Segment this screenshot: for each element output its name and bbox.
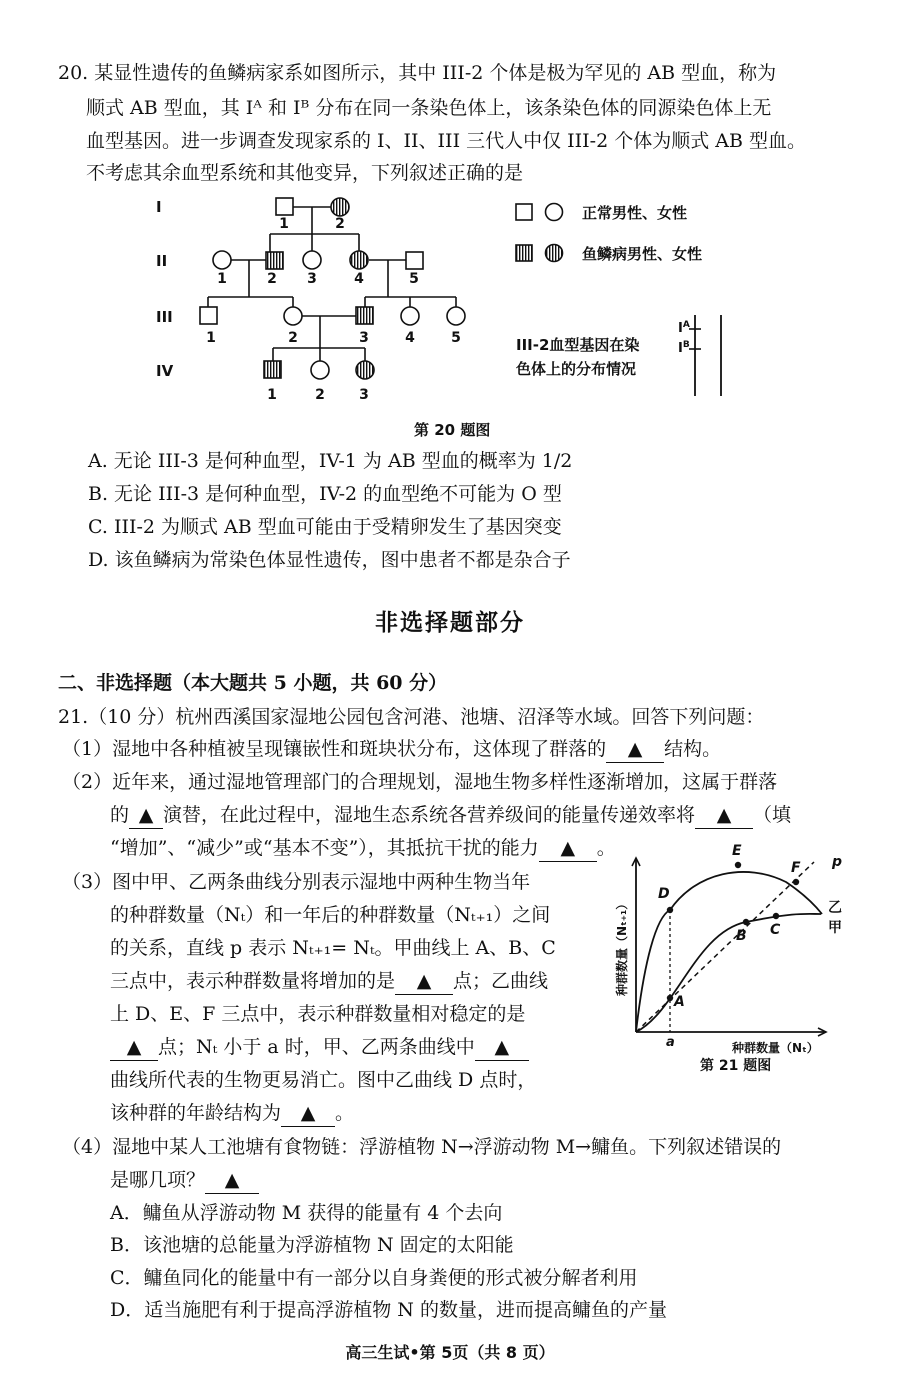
q21-part3-line-3: 的关系，直线 p 表示 Nₜ₊₁= Nₜ。甲曲线上 A、B、C [110, 937, 556, 959]
page-footer: 高三生试•第 5页（共 8 页） [345, 1343, 555, 1362]
gen-label-II: II [156, 252, 168, 270]
point-A [667, 995, 673, 1001]
pedigree-III-1 [200, 307, 217, 324]
figure-21-caption: 第 21 题图 [700, 1058, 772, 1074]
chromosome-caption-line-1: III-2血型基因在染 [516, 336, 640, 354]
series-label-yi: 乙 [828, 900, 842, 916]
q21-part4-option-c[interactable]: C．鳙鱼同化的能量中有一部分以自身粪便的形式被分解者利用 [110, 1267, 638, 1289]
answer-blank[interactable]: ▲ [606, 736, 664, 763]
pedigree-number: 4 [354, 271, 364, 287]
allele-IA-label: $I^A$ [678, 320, 690, 336]
legend-affected-male-icon [516, 245, 532, 261]
section-title: 非选择题部分 [375, 610, 525, 636]
pedigree-III-3 [356, 307, 373, 324]
answer-blank[interactable]: ▲ [281, 1100, 335, 1127]
q21-part2-line-1: （2）近年来，通过湿地管理部门的合理规划，湿地生物多样性逐渐增加，这属于群落 [62, 771, 778, 793]
chromosome-caption-line-2: 色体上的分布情况 [516, 360, 637, 378]
allele-IB-label: $I^B$ [678, 340, 690, 356]
pedigree-I-2 [331, 198, 349, 216]
answer-blank[interactable]: ▲ [395, 968, 453, 995]
answer-blank[interactable]: ▲ [110, 1034, 158, 1061]
q21-part2-line-2: 的 ▲ 演替，在此过程中，湿地生态系统各营养级间的能量传递效率将 ▲ （填 [110, 802, 791, 829]
q21-part3-line-5: 上 D、E、F 三点中，表示种群数量相对稳定的是 [110, 1003, 526, 1025]
point-label-F: F [791, 860, 801, 876]
legend-affected-female-icon [546, 245, 563, 262]
q20-option-c[interactable]: C. III-2 为顺式 AB 型血可能由于受精卵发生了基因突变 [88, 516, 562, 538]
point-B [743, 919, 749, 925]
q21-part3-line-7: 曲线所代表的生物更易消亡。图中乙曲线 D 点时， [110, 1069, 537, 1091]
pedigree-number: 4 [405, 330, 415, 346]
q21-part4-option-b[interactable]: B．该池塘的总能量为浮游植物 N 固定的太阳能 [110, 1234, 514, 1256]
pedigree-number: 2 [288, 330, 298, 346]
pedigree-II-3 [303, 251, 321, 269]
legend-normal-male-icon [516, 204, 532, 220]
point-F [793, 879, 799, 885]
point-label-C: C [770, 922, 781, 938]
answer-blank[interactable]: ▲ [695, 802, 753, 829]
pedigree-number: 1 [267, 387, 277, 403]
gen-label-III: III [156, 308, 173, 326]
q21-part3-line-8: 该种群的年龄结构为 ▲ 。 [110, 1100, 354, 1127]
pedigree-II-2 [266, 252, 283, 269]
pedigree-I-1 [276, 198, 293, 215]
pedigree-III-5 [447, 307, 465, 325]
point-label-E: E [732, 843, 742, 859]
q21-part4-option-a[interactable]: A．鳙鱼从浮游动物 M 获得的能量有 4 个去向 [110, 1202, 503, 1224]
pedigree-number: 1 [279, 216, 289, 232]
point-label-A: A [674, 994, 685, 1010]
answer-blank[interactable]: ▲ [205, 1167, 259, 1194]
pedigree-II-5 [406, 252, 423, 269]
answer-blank[interactable]: ▲ [129, 802, 163, 829]
x-tick-a: a [666, 1035, 675, 1050]
series-jia-curve [636, 914, 821, 1032]
figure-20-caption: 第 20 题图 [414, 421, 491, 439]
pedigree-number: 2 [315, 387, 325, 403]
q21-part3-line-6: ▲ 点；Nₜ 小于 a 时，甲、乙两条曲线中 ▲ [110, 1034, 529, 1061]
q21-part4-option-d[interactable]: D．适当施肥有利于提高浮游植物 N 的数量，进而提高鳙鱼的产量 [110, 1299, 667, 1321]
point-D [667, 907, 673, 913]
pedigree-number: 1 [206, 330, 216, 346]
gen-label-IV: IV [156, 362, 174, 380]
pedigree-number: 5 [451, 330, 461, 346]
q21-part3-line-4: 三点中，表示种群数量将增加的是 ▲ 点；乙曲线 [110, 968, 548, 995]
q21-part3-line-2: 的种群数量（Nₜ）和一年后的种群数量（Nₜ₊₁）之间 [110, 904, 551, 926]
q20-option-d[interactable]: D. 该鱼鳞病为常染色体显性遗传，图中患者不都是杂合子 [88, 549, 571, 571]
pedigree-III-2 [284, 307, 302, 325]
part2-header: 二、非选择题（本大题共 5 小题，共 60 分） [58, 672, 448, 694]
answer-blank[interactable]: ▲ [539, 835, 597, 862]
pedigree-number: 3 [307, 271, 317, 287]
pedigree-IV-1 [264, 361, 281, 378]
point-label-B: B [736, 928, 747, 944]
answer-blank[interactable]: ▲ [475, 1034, 529, 1061]
q21-part3-line-1: （3）图中甲、乙两条曲线分别表示湿地中两种生物当年 [62, 871, 531, 893]
q21-intro: 21.（10 分）杭州西溪国家湿地公园包含河港、池塘、沼泽等水域。回答下列问题： [58, 706, 765, 728]
pedigree-number: 1 [217, 271, 227, 287]
q21-part4-line-1: （4）湿地中某人工池塘有食物链：浮游植物 N→浮游动物 M→鳙鱼。下列叙述错误的 [62, 1136, 782, 1158]
point-E [735, 862, 741, 868]
pedigree-IV-3 [356, 361, 374, 379]
figure-21-chart [604, 843, 843, 1088]
pedigree-II-1 [213, 251, 231, 269]
q20-option-b[interactable]: B. 无论 III-3 是何种血型，IV-2 的血型绝不可能为 O 型 [88, 483, 562, 505]
pedigree-number: 5 [409, 271, 419, 287]
x-axis-label: 种群数量（Nₜ） [732, 1041, 819, 1055]
series-label-p: p [832, 854, 843, 870]
q21-part2-line-3: “增加”、“减少”或“基本不变”），其抵抗干扰的能力 ▲ 。 [110, 835, 616, 862]
q20-line-4: 不考虑其余血型系统和其他变异，下列叙述正确的是 [86, 162, 524, 184]
pedigree-II-4 [350, 251, 368, 269]
point-label-D: D [658, 886, 670, 902]
q20-line-2: 顺式 AB 型血，其 Iᴬ 和 Iᴮ 分布在同一条染色体上，该条染色体的同源染色体上无 [86, 97, 772, 119]
pedigree-number: 2 [267, 271, 277, 287]
series-label-jia: 甲 [828, 920, 842, 936]
pedigree-number: 2 [335, 216, 345, 232]
legend-normal-label: 正常男性、女性 [582, 204, 688, 222]
legend-affected-label: 鱼鳞病男性、女性 [582, 245, 703, 263]
point-C [773, 913, 779, 919]
pedigree-figure [150, 190, 740, 415]
q21-part1: （1）湿地中各种植被呈现镶嵌性和斑块状分布，这体现了群落的 ▲ 结构。 [62, 736, 721, 763]
q20-line-3: 血型基因。进一步调查发现家系的 I、II、III 三代人中仅 III-2 个体为顺式 AB 型血。 [86, 130, 806, 152]
pedigree-III-4 [401, 307, 419, 325]
q21-part4-line-2: 是哪几项？ ▲ [110, 1167, 259, 1194]
q20-option-a[interactable]: A. 无论 III-3 是何种血型，IV-1 为 AB 型血的概率为 1/2 [88, 450, 573, 472]
pedigree-IV-2 [311, 361, 329, 379]
y-axis-label: 种群数量（Nₜ₊₁） [615, 897, 629, 996]
gen-label-I: I [156, 198, 162, 216]
pedigree-number: 3 [359, 330, 369, 346]
pedigree-number: 3 [359, 387, 369, 403]
q20-line-1: 20. 某显性遗传的鱼鳞病家系如图所示，其中 III-2 个体是极为罕见的 AB 型血，称为 [58, 62, 777, 84]
legend-normal-female-icon [546, 204, 563, 221]
